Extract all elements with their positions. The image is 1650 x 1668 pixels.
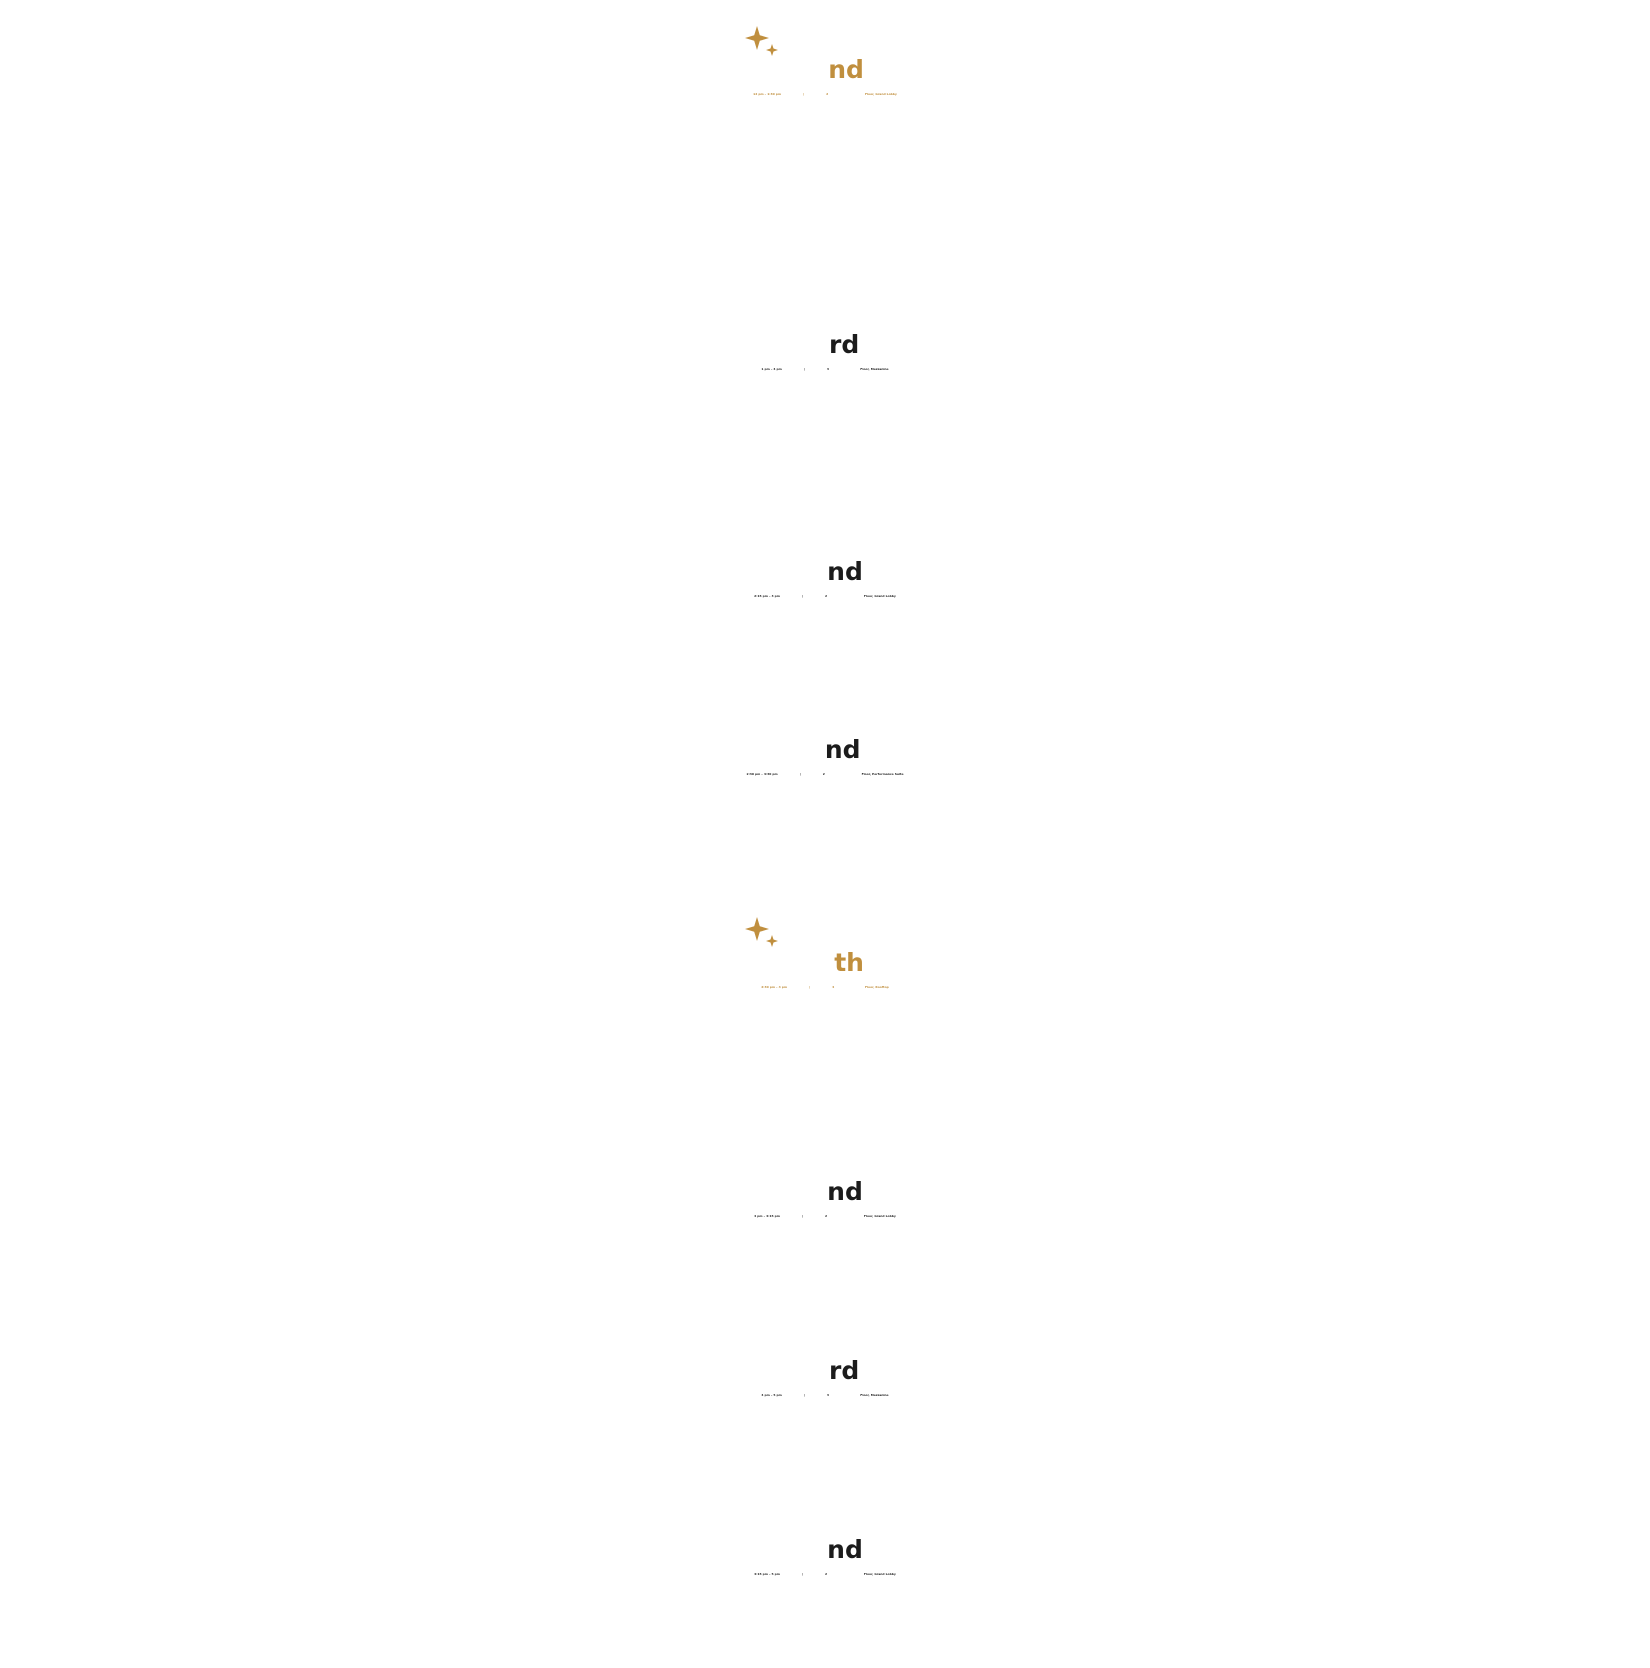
event-location: Floor, Grand Lobby [864,92,897,96]
floor-number: 2 [822,772,825,776]
event-time: 12 pm – 1:30 pm [753,92,781,96]
floor-suffix: nd [824,735,861,764]
floor-number: 3 [826,367,830,371]
separator: | [802,92,805,96]
premier-event-label [0,24,1650,60]
separator: | [808,985,811,989]
sparkle-icon [744,915,780,951]
floor-suffix: rd [829,330,860,359]
event-location: Floor, Grand Lobby [863,594,896,598]
event-time-location [0,1356,1650,1397]
floor-number: 4 [832,985,835,989]
event-location: Floor, Rooftop [864,985,889,989]
event-time: 2:30 pm – 4:30 pm [746,772,778,776]
separator: | [803,367,805,371]
separator: | [801,594,804,598]
floor-suffix: rd [829,1356,860,1385]
event-time: 2:30 pm – 4 pm [761,985,787,989]
floor-suffix: nd [827,1177,863,1206]
event-location: Floor, Performance Suite [861,772,904,776]
event-time-location [0,1535,1650,1576]
event-time-location [0,735,1650,776]
floor-suffix: nd [827,557,863,586]
separator: | [799,772,801,776]
floor-number: 3 [826,1393,830,1397]
event-location: Floor, Mezzanine [860,367,889,371]
event-time: 4 pm – 5 pm [761,1393,782,1397]
premier-event-label [0,915,1650,951]
event-time-location [0,55,1650,96]
separator: | [803,1393,805,1397]
separator: | [801,1572,804,1576]
event-location: Floor, Grand Lobby [863,1572,896,1576]
floor-number: 2 [825,594,828,598]
event-time: 1 pm – 4 pm [761,367,782,371]
event-time-location [0,1177,1650,1218]
event-time: 4:15 pm – 5 pm [754,1572,780,1576]
floor-suffix: nd [828,55,864,84]
separator: | [801,1214,804,1218]
event-time-location [0,948,1650,989]
event-time: 4 pm – 4:15 pm [754,1214,780,1218]
event-location: Floor, Grand Lobby [863,1214,896,1218]
floor-number: 2 [825,1572,828,1576]
sparkle-icon [744,24,780,60]
event-time-location [0,557,1650,598]
floor-number: 2 [825,1214,828,1218]
floor-suffix: nd [827,1535,863,1564]
floor-number: 2 [826,92,829,96]
floor-suffix: th [834,948,864,977]
event-location: Floor, Mezzanine [860,1393,889,1397]
event-time-location [0,330,1650,371]
event-time: 2:15 pm – 3 pm [754,594,780,598]
